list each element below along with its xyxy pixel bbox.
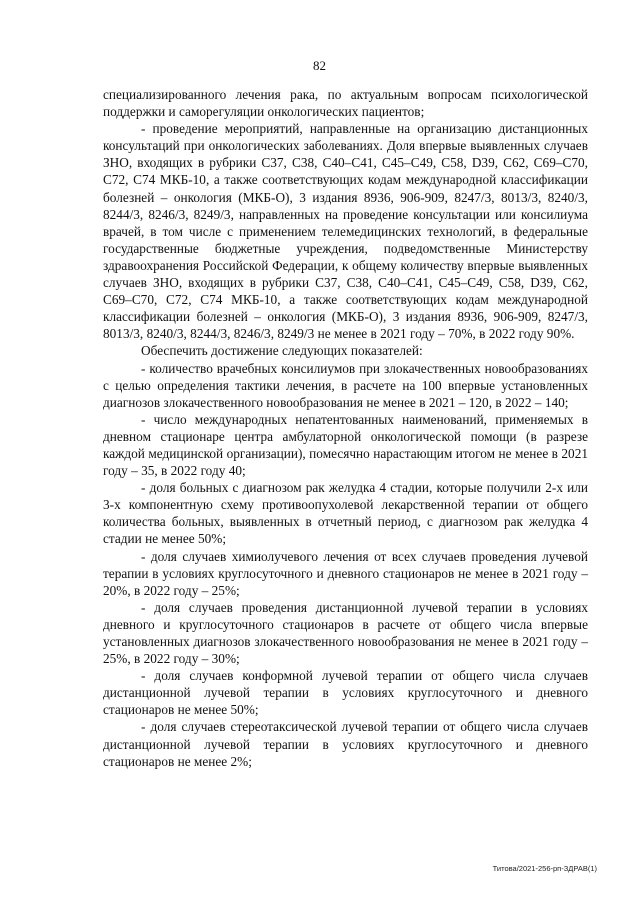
- document-body: [103, 86, 588, 770]
- paragraph-continuation: специализированного лечения рака, по актуальным вопросам психологической поддержки и саморегуляции онкологических пациентов;: [103, 87, 588, 120]
- paragraph-stomach-cancer: - доля больных с диагнозом рак желудка 4 стадии, которые получили 2-х или 3-х компонентную схему противоопухолевой лекарственной терапии от общего количества больных, выявленных в отчетный период, с диагнозом рак желудка 4 стадии не менее 50%;: [103, 480, 588, 547]
- paragraph-inn-count: - число международных непатентованных наименований, применяемых в дневном стационаре центра амбулаторной онкологической помощи (в разрезе каждой медицинской организации), помесячно нарастающим итогом не менее в 2021 году – 35, в 2022 году 40;: [103, 411, 588, 479]
- paragraph-stereotactic-radiotherapy: - доля случаев стереотаксической лучевой терапии от общего числа случаев дистанционной лучевой терапии в условиях круглосуточного и дневного стационаров не менее 2%;: [103, 719, 588, 769]
- paragraph-remote-radiotherapy: - доля случаев проведения дистанционной лучевой терапии в условиях дневного и круглосуточного стационаров в расчете от общего числа впервые установленных диагнозов злокачественного новообразования не менее в 2021 году – 25%, в 2022 году – 30%;: [103, 599, 588, 667]
- paragraph-indicators-intro: Обеспечить достижение следующих показателей:: [141, 343, 423, 359]
- footer-document-code: Титова/2021-256-рп-ЗДРАВ(1): [492, 864, 597, 873]
- page-number: 82: [313, 58, 326, 73]
- paragraph-consiliums: - количество врачебных консилиумов при злокачественных новообразованиях с целью определения тактики лечения, в расчете на 100 впервые установленных диагнозов злокачественного новообразования не менее в 2021 – 120, в 2022 – 140;: [103, 360, 588, 410]
- paragraph-conformal-radiotherapy: - доля случаев конформной лучевой терапии от общего числа случаев дистанционной лучевой терапии в условиях круглосуточного и дневного стационаров не менее 50%;: [103, 668, 588, 718]
- paragraph-chemoradiation: - доля случаев химиолучевого лечения от всех случаев проведения лучевой терапии в условиях круглосуточного и дневного стационаров не менее в 2021 году – 20%, в 2022 году – 25%;: [103, 548, 588, 598]
- paragraph-remote-consultations: - проведение мероприятий, направленные на организацию дистанционных консультаций при онкологических заболеваниях. Доля впервые выявленных случаев ЗНО, входящих в рубрики С37, С38, С40–С41, С45–С49, С58, D39, С62, С69–С70, С72, С74 МКБ-10, а также соответствующих кодам международной классификации болезней – онкология (МКБ-О), 3 издания 8936, 906-909, 8247/3, 8013/3, 8240/3, 8244/3, 8246/3, 8249/3, направленных на проведение консультации или консилиума врачей, в том числе с применением телемедицинских технологий, в федеральные государственные бюджетные учреждения, подведомственные Министерству здравоохранения Российской Федерации, к общему количеству впервые выявленных случаев ЗНО, входящих в рубрики С37, С38, С40–С41, С45–С49, С58, D39, С62, С69–С70, С72, С74 МКБ-10, а также соответствующих кодам международной классификации болезней – онкология (МКБ-О), 3 издания 8936, 906-909, 8247/3, 8013/3, 8240/3, 8244/3, 8246/3, 8249/3 не менее в 2021 году – 70%, в 2022 году 90%.: [103, 121, 588, 342]
